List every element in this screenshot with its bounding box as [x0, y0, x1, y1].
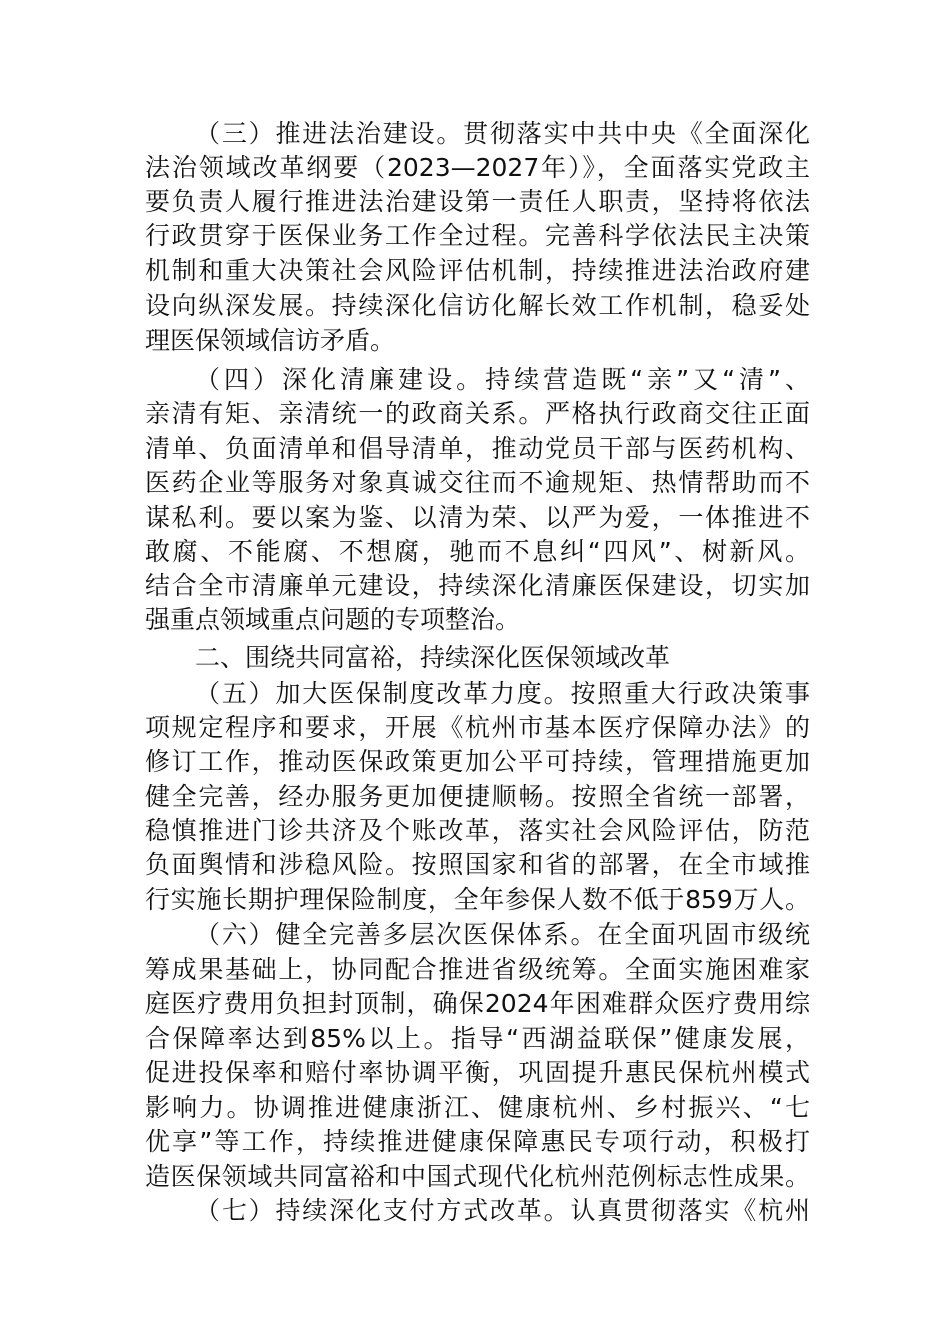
paragraph-3-line-6: 设向纵深发展。持续深化信访化解长效工作机制，稳妥处 [145, 291, 810, 320]
paragraph-5-line-6: 负面舆情和涉稳风险。按照国家和省的部署，在全市域推 [145, 850, 810, 879]
paragraph-4-line-5: 谋私利。要以案为鉴、以清为荣、以严为爱，一体推进不 [145, 503, 810, 532]
paragraph-6-line-6: 影响力。协调推进健康浙江、健康杭州、乡村振兴、“七 [145, 1093, 810, 1122]
paragraph-7-line-1: （七）持续深化支付方式改革。认真贯彻落实《杭州 [195, 1196, 810, 1225]
paragraph-5-line-3: 修订工作，推动医保政策更加公平可持续，管理措施更加 [145, 747, 810, 776]
paragraph-6-line-5: 促进投保率和赔付率协调平衡，巩固提升惠民保杭州模式 [145, 1058, 810, 1087]
paragraph-6-line-3: 庭医疗费用负担封顶制，确保2024年困难群众医疗费用综 [145, 989, 810, 1018]
paragraph-4-line-2: 亲清有矩、亲清统一的政商关系。严格执行政商交往正面 [145, 399, 810, 428]
paragraph-4-line-3: 清单、负面清单和倡导清单，推动党员干部与医药机构、 [145, 434, 810, 463]
paragraph-5-line-2: 项规定程序和要求，开展《杭州市基本医疗保障办法》的 [145, 713, 810, 742]
paragraph-4-line-1: （四）深化清廉建设。持续营造既“亲”又“清”、 [195, 365, 810, 394]
paragraph-4-line-7: 结合全市清廉单元建设，持续深化清廉医保建设，切实加 [145, 571, 810, 600]
paragraph-6-line-4: 合保障率达到85%以上。指导“西湖益联保”健康发展， [145, 1024, 810, 1053]
paragraph-5-line-4: 健全完善，经办服务更加便捷顺畅。按照全省统一部署， [145, 782, 810, 811]
paragraph-6-line-8: 造医保领域共同富裕和中国式现代化杭州范例标志性成果。 [145, 1162, 810, 1191]
paragraph-5-line-5: 稳慎推进门诊共济及个账改革，落实社会风险评估，防范 [145, 816, 810, 845]
paragraph-3-line-4: 行政贯穿于医保业务工作全过程。完善科学依法民主决策 [145, 221, 810, 250]
paragraph-6-line-1: （六）健全完善多层次医保体系。在全面巩固市级统 [195, 920, 810, 949]
paragraph-3-line-1: （三）推进法治建设。贯彻落实中共中央《全面深化 [195, 119, 810, 148]
paragraph-3-line-2: 法治领域改革纲要（2023—2027年）》，全面落实党政主 [145, 153, 810, 182]
paragraph-4-line-8: 强重点领域重点问题的专项整治。 [145, 605, 521, 634]
paragraph-5-line-7: 行实施长期护理保险制度，全年参保人数不低于859万人。 [145, 885, 810, 914]
paragraph-3-line-7: 理医保领域信访矛盾。 [145, 326, 396, 355]
paragraph-6-line-2: 筹成果基础上，协同配合推进省级统筹。全面实施困难家 [145, 955, 810, 984]
section-heading-2: 二、围绕共同富裕，持续深化医保领域改革 [195, 643, 671, 672]
paragraph-4-line-6: 敢腐、不能腐、不想腐，驰而不息纠“四风”、树新风。 [145, 537, 810, 566]
paragraph-4-line-4: 医药企业等服务对象真诚交往而不逾规矩、热情帮助而不 [145, 468, 810, 497]
paragraph-5-line-1: （五）加大医保制度改革力度。按照重大行政决策事 [195, 679, 810, 708]
paragraph-3-line-5: 机制和重大决策社会风险评估机制，持续推进法治政府建 [145, 256, 810, 285]
paragraph-3-line-3: 要负责人履行推进法治建设第一责任人职责，坚持将依法 [145, 187, 810, 216]
paragraph-6-line-7: 优享”等工作，持续推进健康保障惠民专项行动，积极打 [145, 1127, 810, 1156]
